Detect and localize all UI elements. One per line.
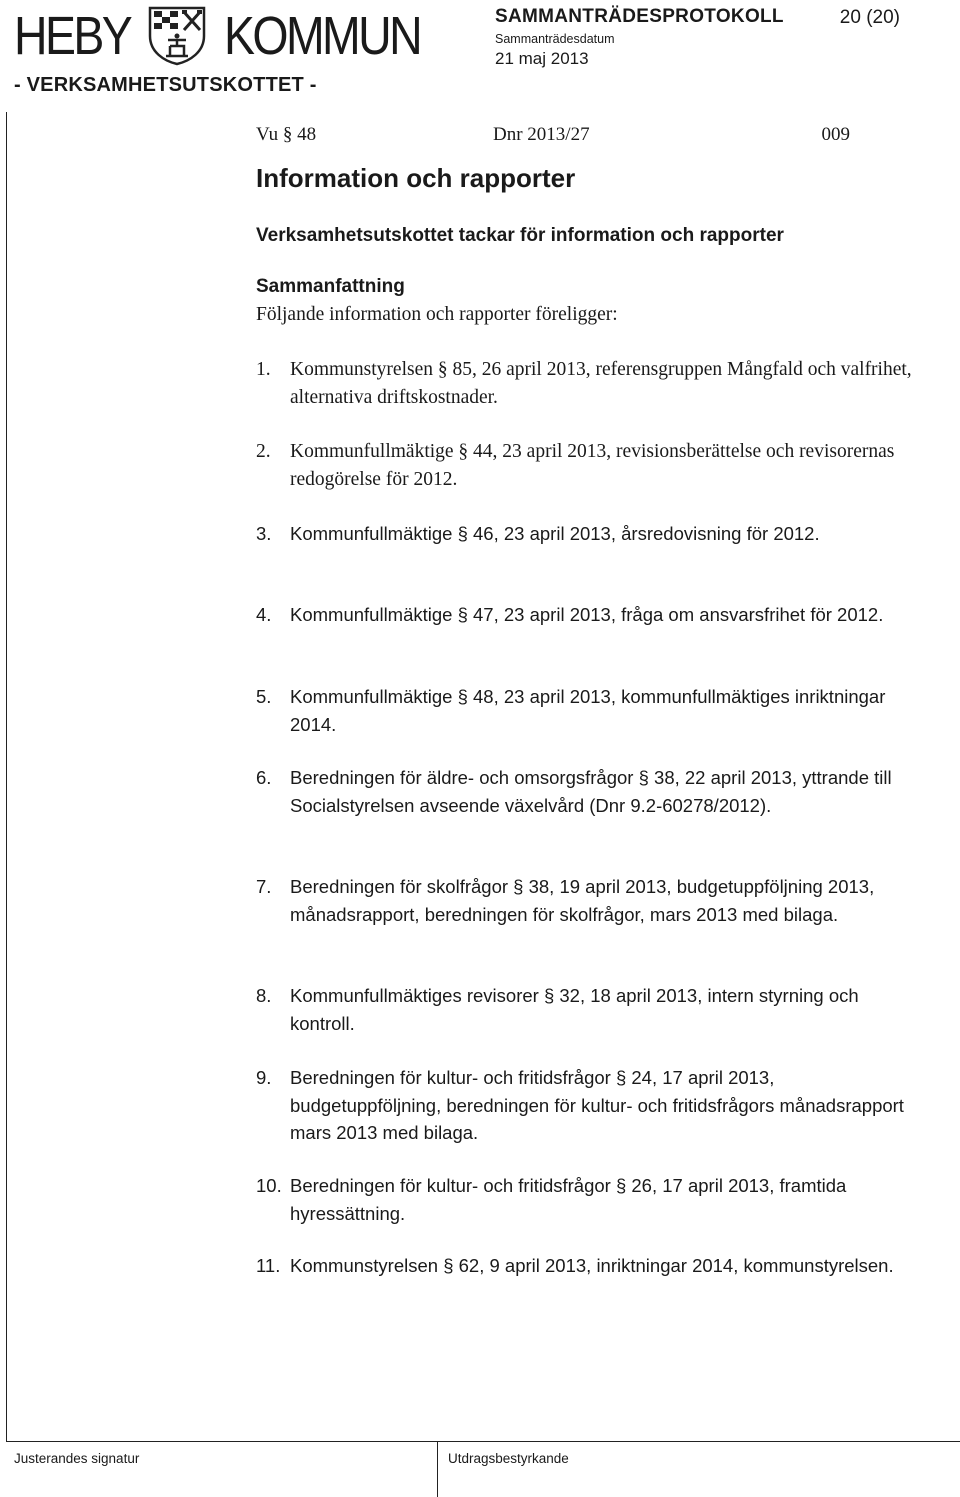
list-item-number: 1. [256,359,271,380]
list-item-text: Kommunfullmäktige § 44, 23 april 2013, revisionsberättelse och revisorernas redogörelse för 2012. [290,441,895,490]
signature-field-label: Justerandes signatur [14,1451,140,1466]
heby-kommun-logo [14,4,421,66]
decision-text: Verksamhetsutskottet tackar för information och rapporter [256,225,784,246]
paragraph-reference: Vu § 48 [256,124,317,145]
list-item-number: 7. [256,876,272,897]
list-item-number: 2. [256,441,271,462]
footer-divider [437,1441,438,1497]
footer-rule [6,1441,960,1442]
list-item-text: Beredningen för äldre- och omsorgsfrågor § 38, 22 april 2013, yttrande till Socialstyrelsen avseende växelvård (Dnr 9.2-60278/2012). [290,767,892,816]
list-item-number: 11. [256,1255,281,1276]
diary-number: Dnr 2013/27 [493,124,590,145]
left-margin-rule [6,112,7,1442]
list-item-text: Beredningen för kultur- och fritidsfrågor § 26, 17 april 2013, framtida hyressättning. [290,1175,847,1224]
list-item-text: Beredningen för kultur- och fritidsfrågor § 24, 17 april 2013, budgetuppföljning, beredningen för kultur- och fritidsfrågors månadsrapport mars 2013 med bilaga. [290,1067,904,1143]
summary-intro: Följande information och rapporter föreligger: [256,304,618,325]
summary-heading: Sammanfattning [256,276,405,297]
list-item-number: 9. [256,1067,272,1088]
page-number: 20 (20) [839,7,900,28]
list-item-number: 5. [256,686,272,707]
logo-word-heby: HEBY [14,6,131,66]
list-item-text: Kommunstyrelsen § 85, 26 april 2013, referensgruppen Mångfald och valfrihet, alternativa driftskostnader. [290,359,912,408]
list-item-text: Kommunfullmäktiges revisorer § 32, 18 april 2013, intern styrning och kontroll. [290,985,859,1034]
list-item-text: Kommunfullmäktige § 46, 23 april 2013, årsredovisning för 2012. [290,523,820,544]
section-title: Information och rapporter [256,163,576,193]
list-item-number: 6. [256,767,272,788]
document-type: SAMMANTRÄDESPROTOKOLL [495,6,784,27]
coat-of-arms-icon [146,6,208,66]
list-item-number: 10. [256,1175,282,1196]
certification-field-label: Utdragsbestyrkande [448,1451,569,1466]
list-item-text: Kommunfullmäktige § 47, 23 april 2013, fråga om ansvarsfrihet för 2012. [290,604,884,625]
list-item-number: 4. [256,604,272,625]
list-item-text: Beredningen för skolfrågor § 38, 19 april 2013, budgetuppföljning 2013, månadsrapport, beredningen för skolfrågor, mars 2013 med bilaga. [290,876,875,925]
list-item-text: Kommunfullmäktige § 48, 23 april 2013, kommunfullmäktiges inriktningar 2014. [290,686,886,735]
list-item-text: Kommunstyrelsen § 62, 9 april 2013, inriktningar 2014, kommunstyrelsen. [290,1255,894,1276]
committee-name: - VERKSAMHETSUTSKOTTET - [14,74,317,96]
list-item-number: 3. [256,523,272,544]
logo-word-kommun: KOMMUN [224,6,421,66]
list-item-number: 8. [256,985,272,1006]
meeting-date: 21 maj 2013 [495,49,589,68]
meeting-date-label: Sammanträdesdatum [495,32,615,46]
archive-code: 009 [821,124,850,145]
